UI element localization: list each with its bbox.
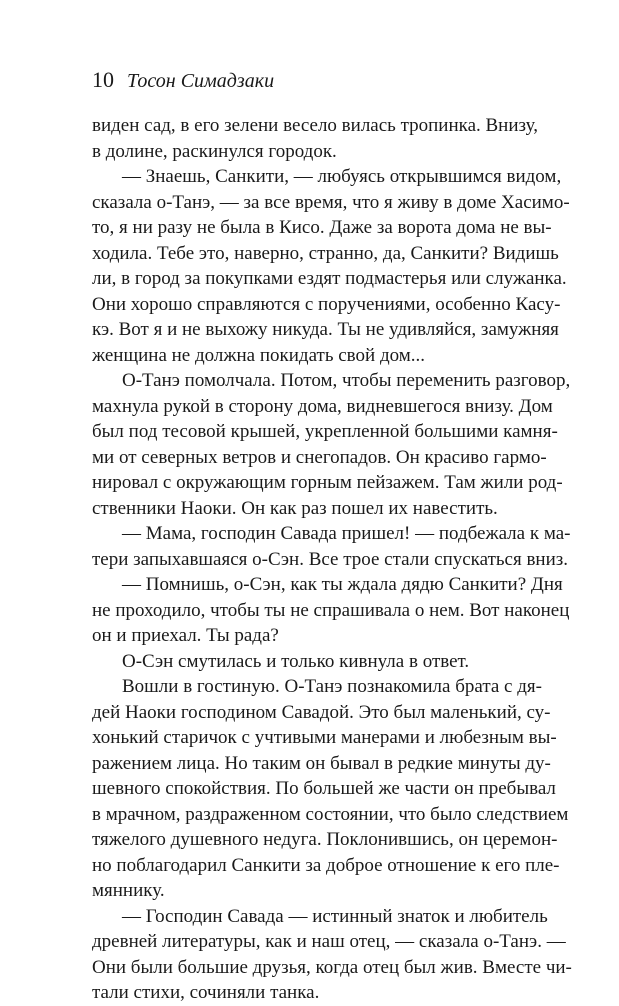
text-line: сказала о-Танэ, — за все время, что я живу в доме Хасимо- — [92, 191, 570, 213]
text-line: О-Сэн смутилась и только кивнула в ответ. — [122, 650, 470, 672]
text-line: древней литературы, как и наш отец, — сказала о-Танэ. — — [92, 931, 566, 952]
text-line: ственники Наоки. Он как раз пошел их навестить. — [92, 497, 498, 519]
text-line: ражением лица. Но таким он бывал в редкие минуты ду- — [92, 752, 551, 774]
running-header — [92, 68, 274, 93]
text-line: нировал с окружающим горным пейзажем. Там жили род- — [92, 472, 563, 493]
text-line: но поблагодарил Санкити за доброе отношение к его пле- — [92, 854, 560, 876]
text-line: шевного спокойствия. По большей же части он пребывал — [92, 778, 556, 799]
text-line: не проходило, чтобы ты не спрашивала о нем. Вот наконец — [92, 599, 570, 621]
text-line: мяннику. — [92, 880, 165, 901]
text-line: в мрачном, раздраженном состоянии, что было следствием — [92, 803, 569, 825]
text-line: — Знаешь, Санкити, — любуясь открывшимся видом, — [122, 166, 562, 187]
text-line: тяжелого душевного недуга. Поклонившись, он церемон- — [92, 829, 558, 850]
text-line: ходила. Тебе это, наверно, странно, да, Санкити? Видишь — [92, 242, 559, 264]
page-number: 10 — [92, 67, 114, 92]
text-line: хонький старичок с учтивыми манерами и любезным вы- — [92, 727, 557, 748]
body-text — [92, 113, 572, 1006]
text-line: виден сад, в его зелени весело вилась тропинка. Внизу, — [92, 115, 538, 136]
text-line: Они хорошо справляются с поручениями, особенно Касу- — [92, 293, 561, 315]
text-line: в долине, раскинулся городок. — [92, 140, 337, 162]
text-line: махнула рукой в сторону дома, видневшегося внизу. Дом — [92, 395, 553, 417]
text-line: то, я ни разу не была в Кисо. Даже за ворота дома не вы- — [92, 217, 552, 238]
text-line: — Господин Савада — истинный знаток и любитель — [122, 905, 548, 927]
text-line: тали стихи, сочиняли танка. — [92, 982, 320, 1003]
text-line: он и приехал. Ты рада? — [92, 625, 279, 646]
text-line: Они были большие друзья, когда отец был жив. Вместе чи- — [92, 956, 572, 978]
text-line: женщина не должна покидать свой дом... — [92, 344, 426, 366]
text-line: был под тесовой крышей, укрепленной большими камня- — [92, 421, 558, 442]
text-line: ми от северных ветров и снегопадов. Он красиво гармо- — [92, 446, 547, 468]
text-line: — Мама, господин Савада пришел! — подбежала к ма- — [122, 523, 571, 544]
text-line: тери запыхавшаяся о-Сэн. Все трое стали спускаться вниз. — [92, 548, 569, 570]
running-head-author: Тосон Симадзаки — [127, 70, 275, 92]
text-line: — Помнишь, о-Сэн, как ты ждала дядю Санкити? Дня — [122, 574, 563, 595]
text-line: дей Наоки господином Савадой. Это был маленький, су- — [92, 701, 551, 723]
text-line: О-Танэ помолчала. Потом, чтобы переменить разговор, — [122, 370, 571, 391]
text-line: ли, в город за покупками ездят подмастерья или служанка. — [92, 268, 567, 289]
text-line: Вошли в гостиную. О-Танэ познакомила брата с дя- — [122, 676, 542, 697]
text-line: кэ. Вот я и не выхожу никуда. Ты не удивляйся, замужняя — [92, 319, 559, 340]
